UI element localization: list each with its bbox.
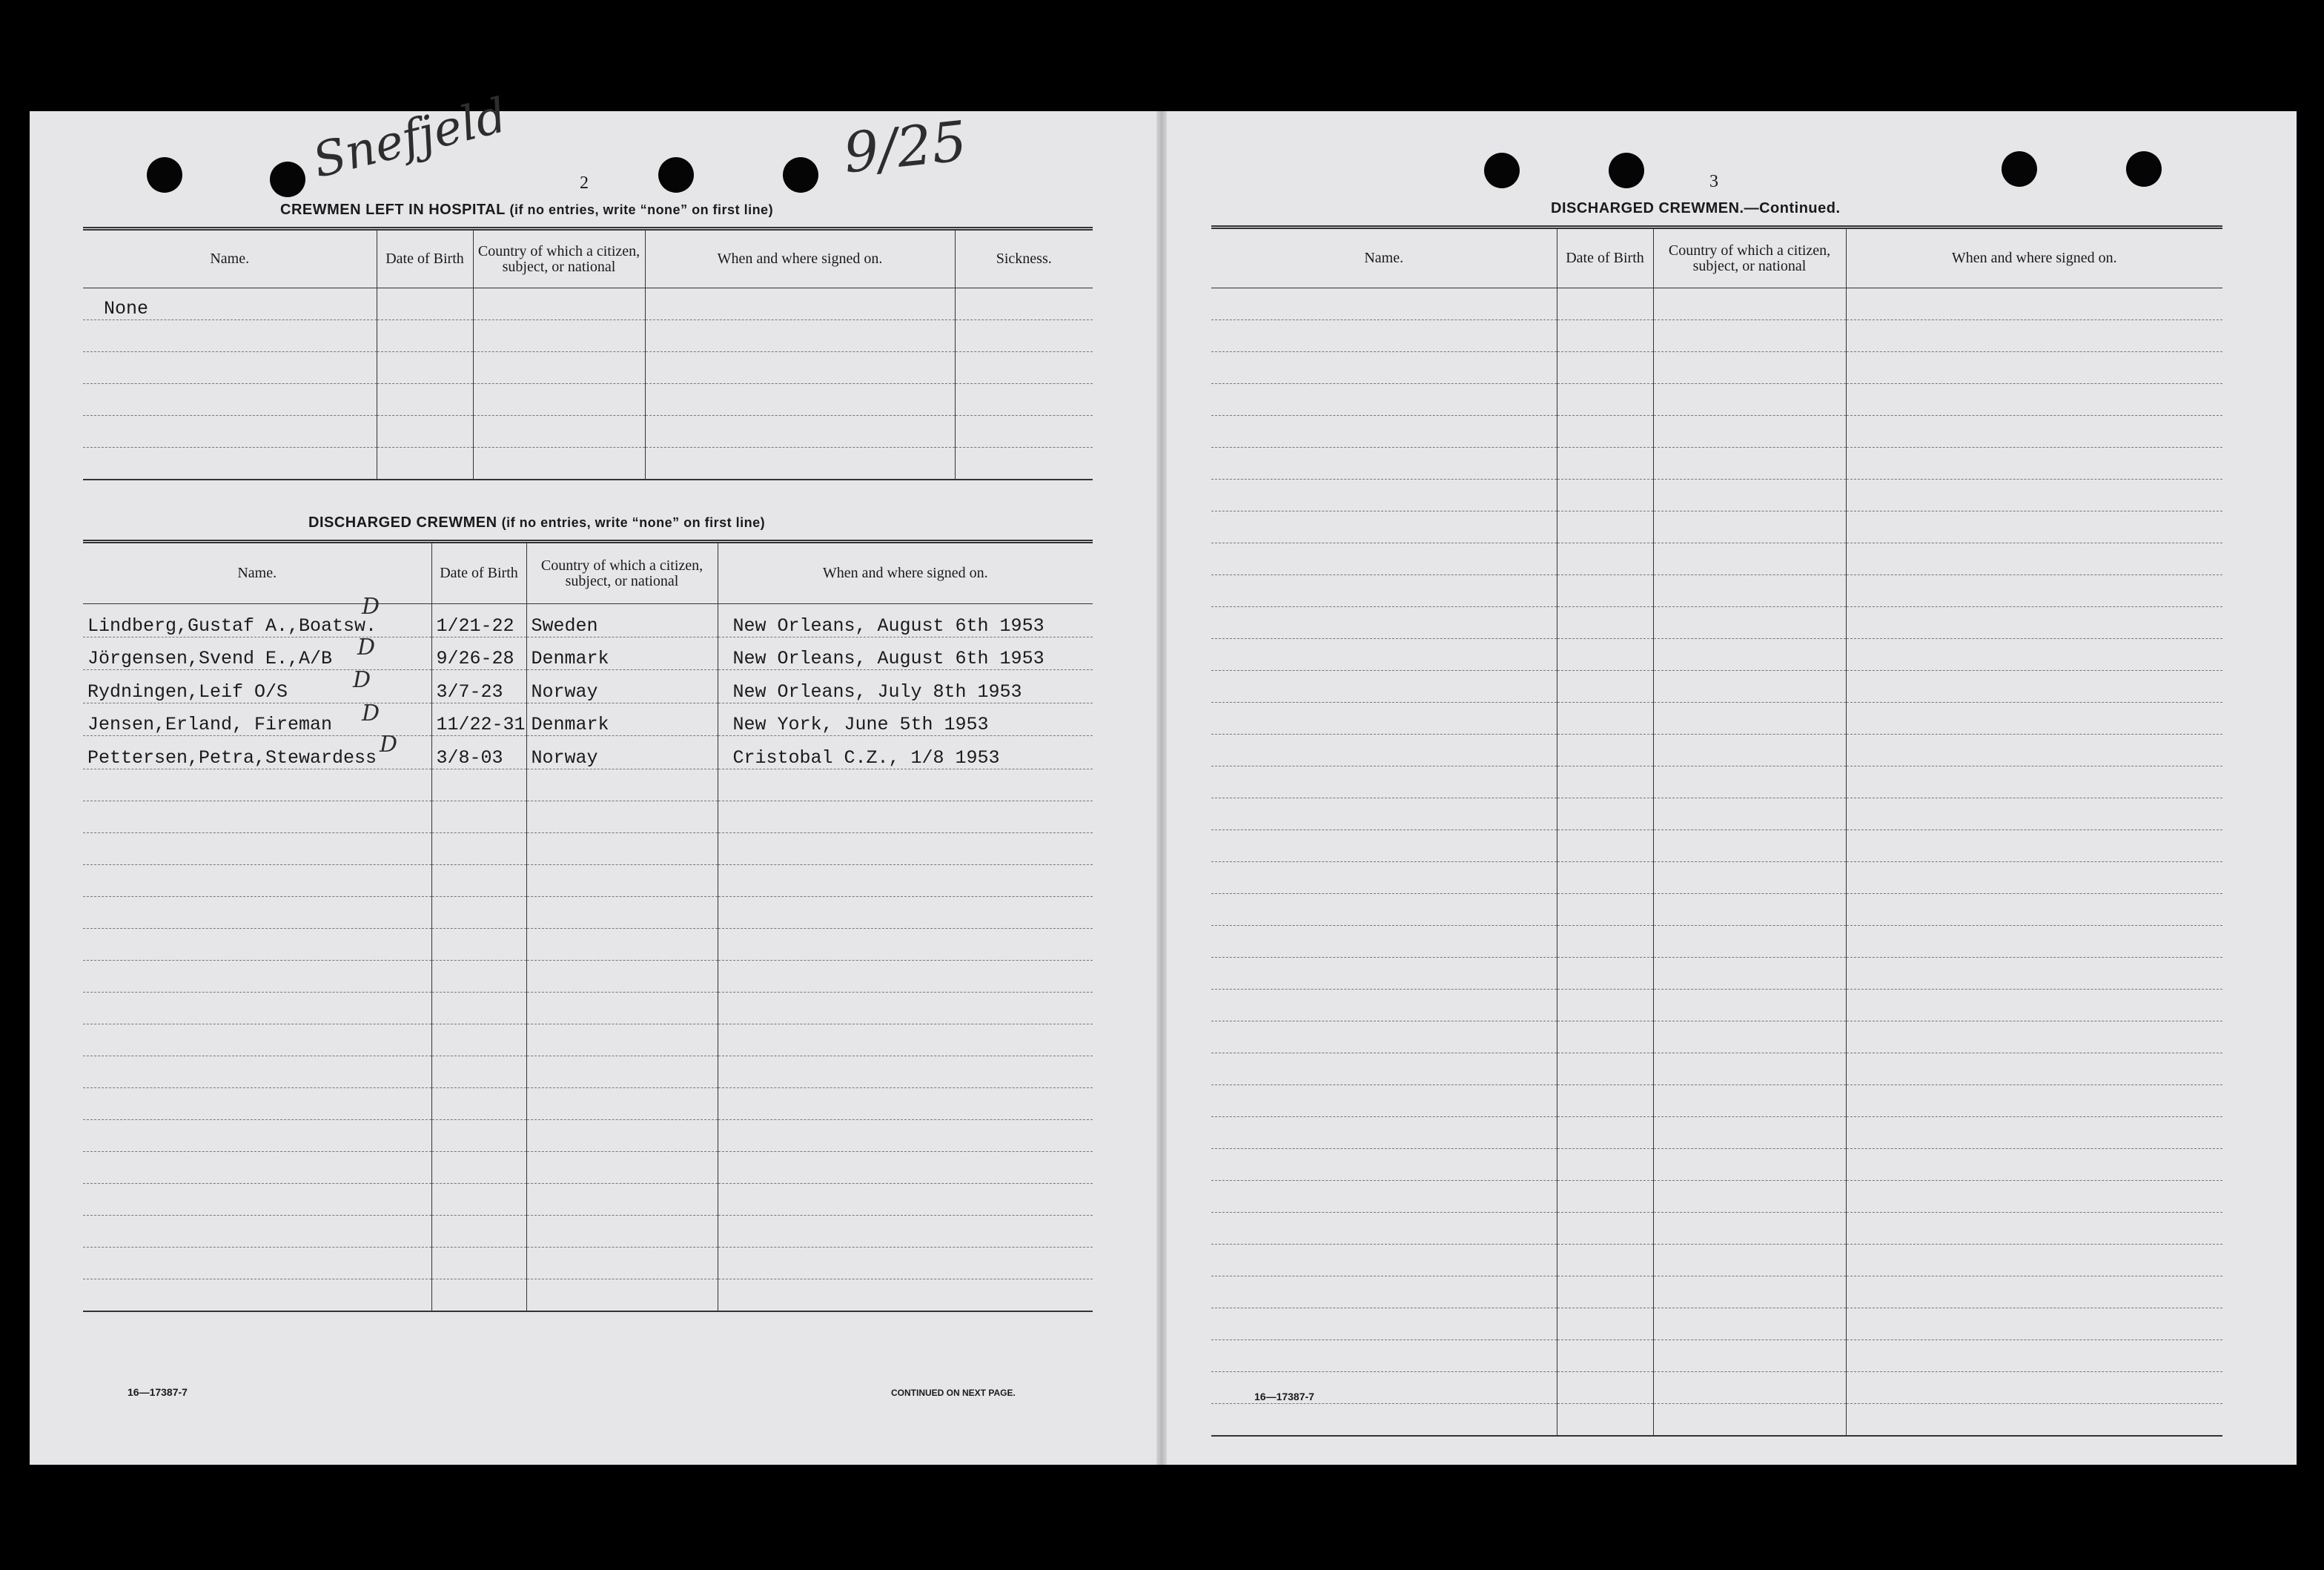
crew-signed-on: Cristobal C.Z., 1/8 1953	[718, 736, 1093, 769]
table-row	[83, 1215, 1093, 1247]
table-row	[83, 832, 1093, 864]
form-number: 16—17387-7	[1254, 1391, 1314, 1402]
header-signed-on: When and where signed on.	[718, 542, 1093, 604]
table-row	[83, 896, 1093, 928]
hospital-table	[83, 227, 1093, 480]
punch-hole	[2002, 151, 2037, 187]
hospital-section-title: CREWMEN LEFT IN HOSPITAL (if no entries, write “none” on first line)	[280, 202, 774, 218]
table-row	[1211, 798, 2222, 830]
table-row	[1211, 352, 2222, 384]
table-row	[1211, 1404, 2222, 1437]
discharge-mark: D	[357, 634, 376, 660]
table-row	[1211, 703, 2222, 735]
crew-country: Norway	[526, 736, 718, 769]
header-dob: Date of Birth	[377, 229, 473, 288]
table-row	[1211, 639, 2222, 671]
header-name: Name.	[83, 229, 377, 288]
table-row	[83, 864, 1093, 896]
table-row	[1211, 1372, 2222, 1404]
table-row	[1211, 1340, 2222, 1372]
table-row	[83, 992, 1093, 1024]
table-row	[1211, 384, 2222, 416]
crew-country: Sweden	[526, 604, 718, 637]
header-dob: Date of Birth	[1557, 228, 1653, 288]
page-number: 2	[580, 173, 589, 193]
table-row	[1211, 1085, 2222, 1117]
hospital-first-entry: None	[83, 288, 377, 320]
table-row	[83, 736, 1093, 769]
table-row	[83, 320, 1093, 352]
discharged-continued-table	[1211, 225, 2222, 1437]
discharge-mark: D	[362, 700, 380, 726]
table-row	[1211, 448, 2222, 480]
table-row	[1211, 607, 2222, 639]
table-row	[1211, 416, 2222, 448]
header-country: Country of which a citizen, subject, or national	[473, 229, 645, 288]
crew-dob: 11/22-31	[431, 703, 526, 736]
punch-hole	[1484, 153, 1520, 188]
header-sickness: Sickness.	[955, 229, 1093, 288]
table-row	[83, 1024, 1093, 1056]
table-row	[1211, 1117, 2222, 1149]
table-row	[83, 703, 1093, 736]
punch-hole	[270, 162, 305, 197]
crew-dob: 9/26-28	[431, 637, 526, 670]
table-row	[1211, 894, 2222, 926]
form-number: 16—17387-7	[128, 1386, 188, 1398]
table-row	[83, 960, 1093, 992]
page-number: 3	[1709, 172, 1718, 191]
page-gutter	[1156, 111, 1167, 1465]
header-name: Name.	[1211, 228, 1557, 288]
table-row	[1211, 480, 2222, 511]
crew-signed-on: New Orleans, August 6th 1953	[718, 637, 1093, 670]
crew-name: Rydningen,Leif O/S D	[83, 670, 431, 703]
table-row	[1211, 511, 2222, 543]
punch-hole	[147, 157, 182, 193]
crew-signed-on: New Orleans, August 6th 1953	[718, 604, 1093, 637]
table-row	[1211, 1053, 2222, 1085]
discharged-continued-title: DISCHARGED CREWMEN.—Continued.	[1551, 200, 1841, 216]
table-row	[83, 604, 1093, 637]
discharge-mark: D	[362, 594, 380, 620]
table-row	[83, 1247, 1093, 1279]
table-row	[1211, 1213, 2222, 1245]
discharge-mark: D	[353, 667, 371, 694]
table-row	[1211, 735, 2222, 766]
crew-country: Denmark	[526, 637, 718, 670]
crew-dob: 3/8-03	[431, 736, 526, 769]
table-row	[83, 416, 1093, 448]
table-row	[83, 801, 1093, 832]
crew-name: Jensen,Erland, Fireman D	[83, 703, 431, 736]
table-row	[1211, 1149, 2222, 1181]
table-row	[83, 1119, 1093, 1151]
table-row	[83, 1056, 1093, 1087]
crew-name: Jörgensen,Svend E.,A/B D	[83, 637, 431, 670]
punch-hole	[2126, 151, 2162, 187]
crew-signed-on: New York, June 5th 1953	[718, 703, 1093, 736]
table-row	[83, 384, 1093, 416]
crew-name: Pettersen,Petra,Stewardess D	[83, 736, 431, 769]
table-row	[83, 1183, 1093, 1215]
table-row	[1211, 766, 2222, 798]
handwritten-name: Snefjeld	[307, 87, 512, 190]
table-row	[83, 670, 1093, 703]
table-row	[1211, 958, 2222, 990]
table-row	[83, 288, 1093, 320]
header-country: Country of which a citizen, subject, or national	[1653, 228, 1846, 288]
handwritten-date: 9/25	[840, 109, 970, 186]
crew-name: Lindberg,Gustaf A.,Boatsw. D	[83, 604, 431, 637]
header-dob: Date of Birth	[431, 542, 526, 604]
table-row	[1211, 1276, 2222, 1308]
table-row	[1211, 1021, 2222, 1053]
discharge-mark: D	[380, 732, 398, 758]
table-row	[1211, 320, 2222, 352]
table-row	[83, 1087, 1093, 1119]
table-row	[1211, 288, 2222, 320]
punch-hole	[1609, 153, 1644, 188]
table-row	[1211, 830, 2222, 862]
table-row	[83, 1279, 1093, 1311]
header-signed-on: When and where signed on.	[1846, 228, 2222, 288]
discharged-section-title: DISCHARGED CREWMEN (if no entries, write “none” on first line)	[308, 514, 766, 531]
crew-signed-on: New Orleans, July 8th 1953	[718, 670, 1093, 703]
table-row	[83, 1151, 1093, 1183]
crew-country: Norway	[526, 670, 718, 703]
table-row	[1211, 1245, 2222, 1276]
table-row	[83, 448, 1093, 480]
table-row	[83, 637, 1093, 670]
crew-dob: 3/7-23	[431, 670, 526, 703]
table-row	[1211, 543, 2222, 575]
table-row	[83, 928, 1093, 960]
table-row	[1211, 575, 2222, 607]
crew-country: Denmark	[526, 703, 718, 736]
table-row	[83, 769, 1093, 801]
discharged-table	[83, 540, 1093, 1312]
table-row	[1211, 862, 2222, 894]
header-country: Country of which a citizen, subject, or national	[526, 542, 718, 604]
crew-dob: 1/21-22	[431, 604, 526, 637]
table-row	[1211, 990, 2222, 1021]
table-row	[1211, 671, 2222, 703]
punch-hole	[658, 157, 694, 193]
punch-hole	[783, 157, 818, 193]
table-row	[1211, 1181, 2222, 1213]
continued-note: CONTINUED ON NEXT PAGE.	[891, 1388, 1016, 1398]
header-signed-on: When and where signed on.	[645, 229, 955, 288]
table-row	[83, 352, 1093, 384]
table-row	[1211, 1308, 2222, 1340]
header-name: Name.	[83, 542, 431, 604]
table-row	[1211, 926, 2222, 958]
